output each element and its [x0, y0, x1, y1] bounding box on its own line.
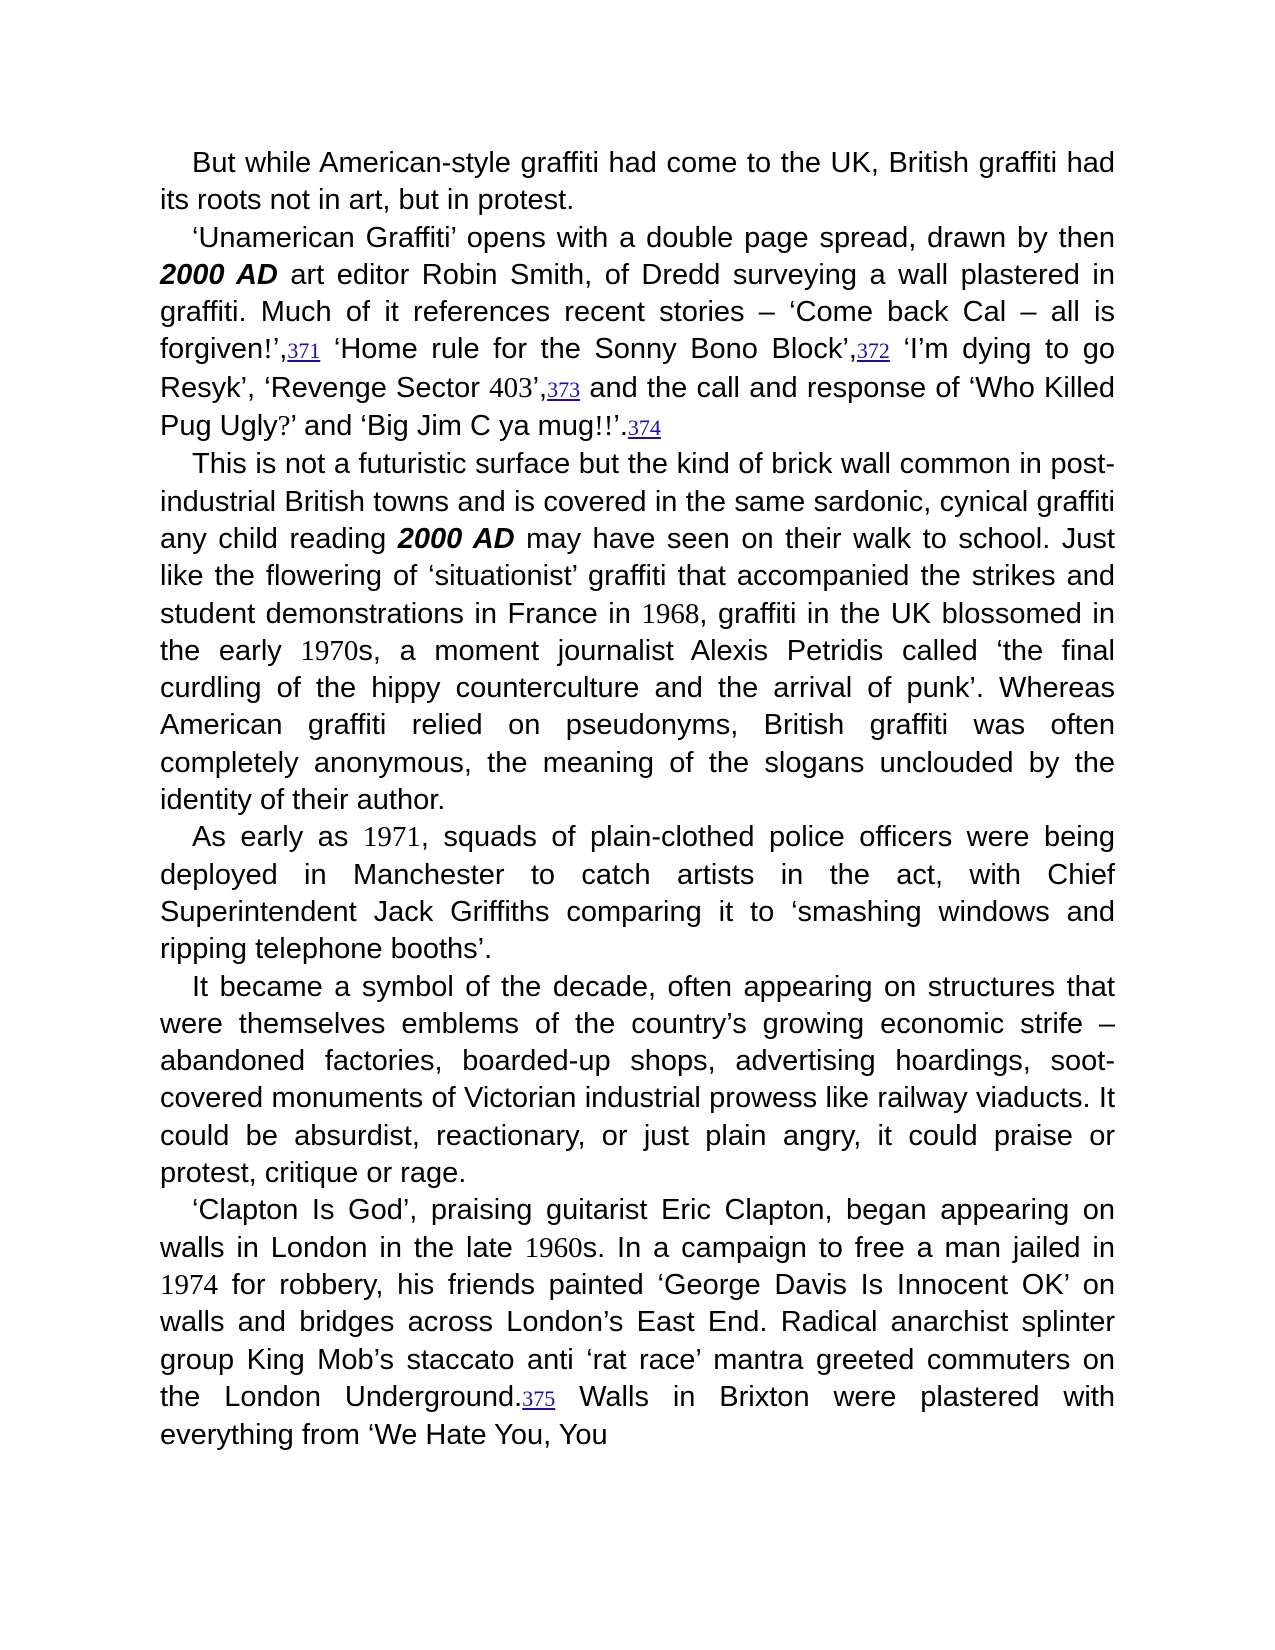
- paragraph-1: [160, 145, 1115, 220]
- paragraph-4-text: , squads of plain-clothed police officers were being deployed in Manchester to catch artists in the act, with Chief Superintendent Jack Griffiths comparing it to ‘smashing windows and ripping telephone booths’.: [160, 821, 1115, 966]
- paragraph-5-text: It became a symbol of the decade, often appearing on structures that were themselves emblems of the country’s growing economic strife – abandoned factories, boarded-up shops, advertising hoardings, soot-covered monuments of Victorian industrial prowess like railway viaducts. It could be absurdist, reactionary, or just plain angry, it could praise or protest, critique or rage.: [160, 970, 1115, 1190]
- paragraph-2-punct: !: [263, 333, 273, 366]
- paragraph-4-text: As early as: [192, 821, 363, 854]
- sector-number: 403: [489, 371, 533, 404]
- paragraph-3-text: may have seen on their walk to school. Just like the flowering of ‘situationist’ graffiti that accompanied the strikes and student demonstrations in France in: [160, 522, 1115, 630]
- paragraph-2-text: art editor Robin Smith, of Dredd surveying a wall plastered in graffiti. Much of it references recent stories – ‘Come back Cal – all is forgiven: [160, 258, 1115, 366]
- paragraph-3: [160, 446, 1115, 819]
- paragraph-2-text: ‘I’m dying to go Resyk’, ‘Revenge Sector: [160, 333, 1115, 404]
- footnote-link-375[interactable]: 375: [522, 1385, 556, 1411]
- paragraph-5: [160, 969, 1115, 1193]
- paragraph-6-text: ‘Clapton Is God’, praising guitarist Eric Clapton, began appearing on walls in London in the late: [160, 1194, 1115, 1264]
- paragraph-6-text: s. In a campaign to free a man jailed in: [582, 1231, 1115, 1264]
- paragraph-2-text: ‘Home rule for the Sonny Bono Block’,: [320, 333, 857, 366]
- paragraph-6-text: for robbery, his friends painted ‘George Davis Is Innocent OK’ on walls and bridges across London’s East End. Radical anarchist splinter group King Mob’s staccato anti ‘rat race’ mantra greeted commuters on the London Underground.: [160, 1268, 1115, 1413]
- paragraph-2-text: ’ and ‘Big Jim C ya mug: [290, 410, 595, 443]
- year-number: 1968: [641, 597, 700, 630]
- paragraph-2-text: ’.: [613, 410, 628, 443]
- footnote-link-371[interactable]: 371: [287, 338, 321, 364]
- year-number: 1960: [524, 1231, 583, 1264]
- paragraph-3-text: s, a moment journalist Alexis Petridis called ‘the final curdling of the hippy counterculture and the arrival of punk’. Whereas American graffiti relied on pseudonyms, British graffiti was often completely anonymous, the meaning of the slogans unclouded by the identity of their author.: [160, 634, 1115, 817]
- paragraph-3-text: , graffiti in the UK blossomed in the early: [160, 597, 1115, 667]
- footnote-link-372[interactable]: 372: [856, 338, 890, 364]
- paragraph-6-text: Walls in Brixton were plastered with everything from ‘We Hate You, You: [160, 1380, 1115, 1452]
- paragraph-2-text: ’,: [272, 333, 288, 366]
- paragraph-2-punct: ?: [277, 410, 291, 443]
- paragraph-4: [160, 819, 1115, 968]
- paragraph-3-text: This is not a futuristic surface but the kind of brick wall common in post-industrial British towns and is covered in the same sardonic, cynical graffiti any child reading: [160, 448, 1115, 555]
- paragraph-2: [160, 220, 1115, 447]
- footnote-link-374[interactable]: 374: [627, 415, 661, 441]
- magazine-title: 2000 AD: [160, 258, 278, 291]
- paragraph-2-text: and the call and response of ‘Who Killed Pug Ugly: [160, 371, 1115, 443]
- paragraph-2-punct: !!: [594, 410, 614, 443]
- document-page: [160, 145, 1115, 1454]
- paragraph-2-text: ’,: [532, 371, 548, 404]
- paragraph-2-text: ‘Unamerican Graffiti’ opens with a double page spread, drawn by then: [192, 221, 1115, 254]
- year-number: 1970: [300, 634, 359, 667]
- paragraph-1-text: But while American-style graffiti had come to the UK, British graffiti had its roots not in art, but in protest.: [160, 147, 1115, 217]
- footnote-link-373[interactable]: 373: [547, 376, 581, 402]
- year-number: 1974: [160, 1268, 218, 1301]
- year-number: 1971: [362, 821, 421, 854]
- magazine-title: 2000 AD: [397, 522, 515, 555]
- paragraph-6: [160, 1192, 1115, 1454]
